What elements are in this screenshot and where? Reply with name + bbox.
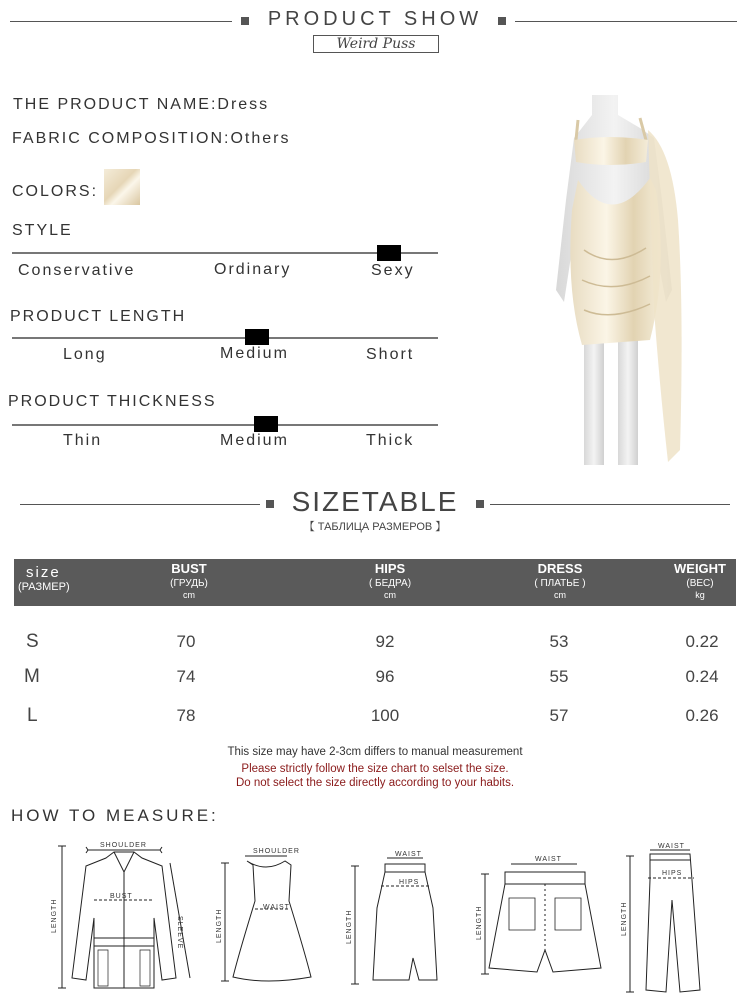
sleeve-label: SLEEVE: [176, 916, 183, 950]
size-cell: S: [26, 631, 39, 652]
dress-cell: 53: [549, 632, 569, 651]
dress-cell: 57: [549, 706, 569, 725]
header-dot-right: [498, 17, 506, 25]
style-title: STYLE: [12, 222, 73, 239]
bust-label: BUST: [110, 893, 133, 900]
dress-diagram: [215, 843, 315, 983]
measurement-note: This size may have 2-3cm differs to manual measurement: [227, 746, 523, 758]
product-name-value: Dress: [217, 96, 270, 113]
thickness-option-medium: Medium: [220, 432, 289, 449]
sizetable-rule-right: [490, 504, 730, 505]
fabric-value: Others: [230, 130, 291, 147]
jacket-diagram: [50, 838, 200, 996]
weight-cell: 0.26: [685, 706, 719, 725]
thickness-option-thick: Thick: [366, 432, 415, 449]
fabric-composition: [12, 130, 290, 148]
style-option-sexy: Sexy: [371, 262, 415, 279]
length-marker: [245, 329, 269, 345]
length-title: PRODUCT LENGTH: [10, 308, 187, 325]
size-warning-line2: Do not select the size directly according to your habits.: [235, 777, 515, 789]
header-rule-right: [515, 21, 737, 22]
waist-label: WAIST: [395, 851, 422, 858]
sizetable-dot-right: [476, 500, 484, 508]
product-name-label: THE PRODUCT NAME:: [13, 96, 218, 113]
sizetable-title: SIZETABLE: [291, 486, 459, 517]
length-option-long: Long: [63, 346, 107, 363]
sizetable-subtitle: 【 ТАБЛИЦА РАЗМЕРОВ 】: [303, 521, 447, 533]
brand-subtitle: Weird Puss: [313, 35, 439, 53]
shoulder-label: SHOULDER: [100, 842, 147, 849]
length-scale-line: [12, 337, 438, 339]
product-name: [13, 96, 269, 114]
length-label: LENGTH: [51, 898, 58, 933]
shorts-diagram: [475, 850, 615, 980]
thickness-title: PRODUCT THICKNESS: [8, 393, 217, 410]
waist-label: WAIST: [263, 904, 290, 911]
page-title: PRODUCT SHOW: [267, 8, 483, 30]
bust-cell: 78: [176, 706, 196, 725]
style-marker: [377, 245, 401, 261]
bust-cell: 70: [176, 632, 196, 651]
style-option-conservative: Conservative: [18, 262, 136, 279]
thickness-scale-line: [12, 424, 438, 426]
thickness-option-thin: Thin: [63, 432, 103, 449]
length-label: LENGTH: [216, 908, 223, 943]
style-scale-line: [12, 252, 438, 254]
pants-diagram: [620, 840, 710, 998]
skirt-diagram: [345, 848, 445, 988]
bust-cell: 74: [176, 667, 196, 686]
waist-label: WAIST: [535, 856, 562, 863]
color-swatch[interactable]: [104, 169, 140, 205]
length-label: LENGTH: [346, 909, 353, 944]
table-header: [14, 559, 736, 606]
colors-label: COLORS:: [12, 183, 99, 200]
size-warning: [0, 762, 750, 790]
how-to-measure-title: HOW TO MEASURE:: [11, 806, 219, 825]
length-option-short: Short: [366, 346, 415, 363]
hips-label: HIPS: [399, 879, 420, 886]
length-label: LENGTH: [476, 905, 483, 940]
hips-cell: 100: [370, 706, 400, 725]
shoulder-label: SHOULDER: [253, 848, 300, 855]
hips-cell: 96: [375, 667, 395, 686]
length-label: LENGTH: [621, 901, 628, 936]
weight-cell: 0.22: [685, 632, 719, 651]
dress-cell: 55: [549, 667, 569, 686]
style-option-ordinary: Ordinary: [214, 261, 292, 278]
header-bust: BUST (ГРУДЬ) cm: [170, 561, 208, 600]
length-option-medium: Medium: [220, 345, 289, 362]
weight-cell: 0.24: [685, 667, 719, 686]
hips-cell: 92: [375, 632, 395, 651]
size-cell: L: [27, 705, 38, 726]
size-warning-line1: Please strictly follow the size chart to selset the size.: [241, 763, 509, 775]
header-hips: HIPS ( БЕДРА) cm: [368, 561, 412, 600]
product-image[interactable]: [500, 90, 710, 470]
header-weight: WEIGHT (ВЕС) kg: [674, 561, 726, 600]
header-size: size (РАЗМЕР): [18, 564, 70, 593]
size-cell: M: [24, 666, 40, 687]
waist-label: WAIST: [658, 843, 685, 850]
fabric-label: FABRIC COMPOSITION:: [12, 130, 231, 147]
thickness-marker: [254, 416, 278, 432]
header-dress: DRESS ( ПЛАТЬЕ ) cm: [534, 561, 586, 600]
hips-label: HIPS: [662, 870, 683, 877]
